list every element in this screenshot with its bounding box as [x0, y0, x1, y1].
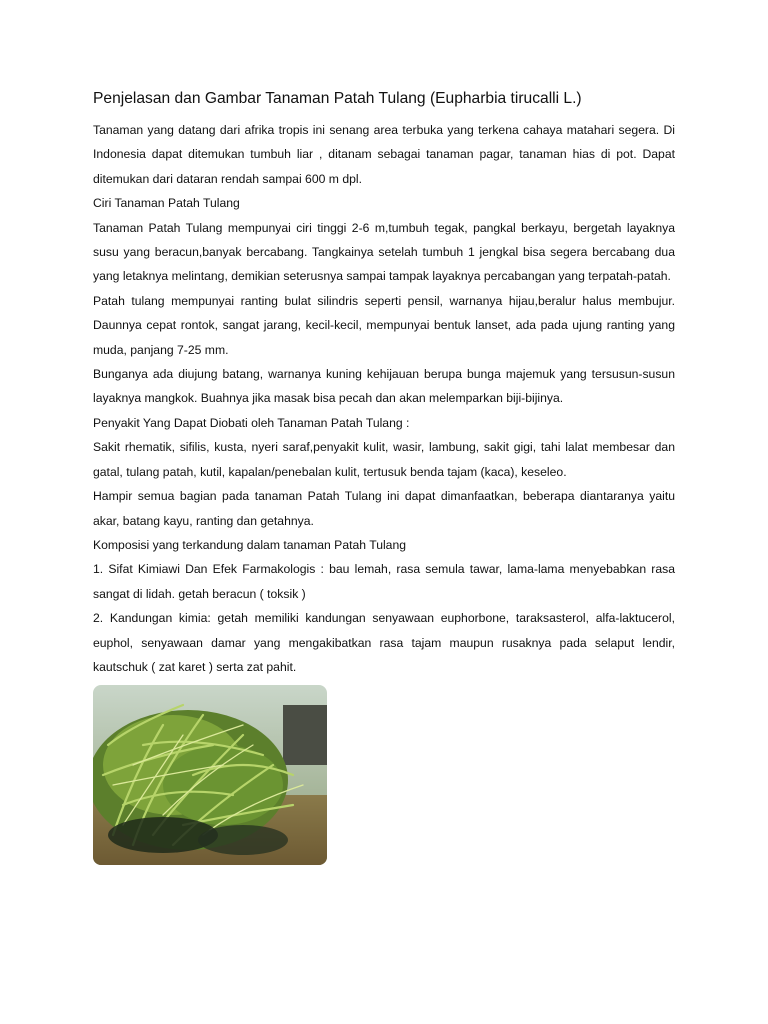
paragraph-bagian: Hampir semua bagian pada tanaman Patah Tulang ini dapat dimanfaatkan, beberapa diantaranya yaitu akar, batang kayu, ranting dan getahnya.	[93, 489, 675, 528]
paragraph-ciri: Tanaman Patah Tulang mempunyai ciri tinggi 2-6 m,tumbuh tegak, pangkal berkayu, bergetah layaknya susu yang beracun,banyak bercabang. Tangkainya setelah tumbuh 1 jengkal bisa segera bercabang dua yang letaknya melintang, demikian seterusnya sampai tampak layaknya percabangan yang terpatah-patah.	[93, 220, 675, 284]
list-item-kandungan: 2. Kandungan kimia: getah memiliki kandungan senyawaan euphorbone, taraksasterol, alfa-laktucerol, euphol, senyawaan damar yang mengakibatkan rasa tajam maupun rusaknya pada selaput lendir, kautschuk ( zat karet ) serta zat pahit.	[93, 611, 675, 674]
heading-ciri: Ciri Tanaman Patah Tulang	[93, 196, 240, 211]
paragraph-penyakit: Sakit rhematik, sifilis, kusta, nyeri saraf,penyakit kulit, wasir, lambung, sakit gigi, tahi lalat membesar dan gatal, tulang patah, kutil, kapalan/penebalan kulit, tertusuk benda tajam (kaca), keseleo.	[93, 440, 675, 479]
document-title: Penjelasan dan Gambar Tanaman Patah Tulang (Eupharbia tirucalli L.)	[93, 90, 582, 107]
list-item-sifat: 1. Sifat Kimiawi Dan Efek Farmakologis : bau lemah, rasa semula tawar, lama-lama menyebabkan rasa sangat di lidah. getah beracun ( toksik )	[93, 562, 675, 601]
heading-penyakit: Penyakit Yang Dapat Diobati oleh Tanaman Patah Tulang :	[93, 415, 410, 430]
heading-komposisi: Komposisi yang terkandung dalam tanaman Patah Tulang	[93, 537, 407, 552]
plant-photo	[93, 685, 327, 865]
paragraph-ranting: Patah tulang mempunyai ranting bulat silindris seperti pensil, warnanya hijau,beralur halus membujur. Daunnya cepat rontok, sangat jarang, kecil-kecil, mempunyai bentuk lanset, ada pada ujung ranting yang muda, panjang 7-25 mm.	[93, 293, 675, 357]
paragraph-intro: Tanaman yang datang dari afrika tropis ini senang area terbuka yang terkena cahaya matahari segera. Di Indonesia dapat ditemukan tumbuh liar , ditanam sebagai tanaman pagar, tanaman hias di pot. Dapat ditemukan dari dataran rendah sampai 600 m dpl.	[93, 123, 675, 186]
document-content	[93, 88, 675, 865]
paragraph-bunga: Bunganya ada diujung batang, warnanya kuning kehijauan berupa bunga majemuk yang tersusun-susun layaknya mangkok. Buahnya jika masak bisa pecah dan akan melemparkan biji-bijinya.	[93, 367, 675, 406]
